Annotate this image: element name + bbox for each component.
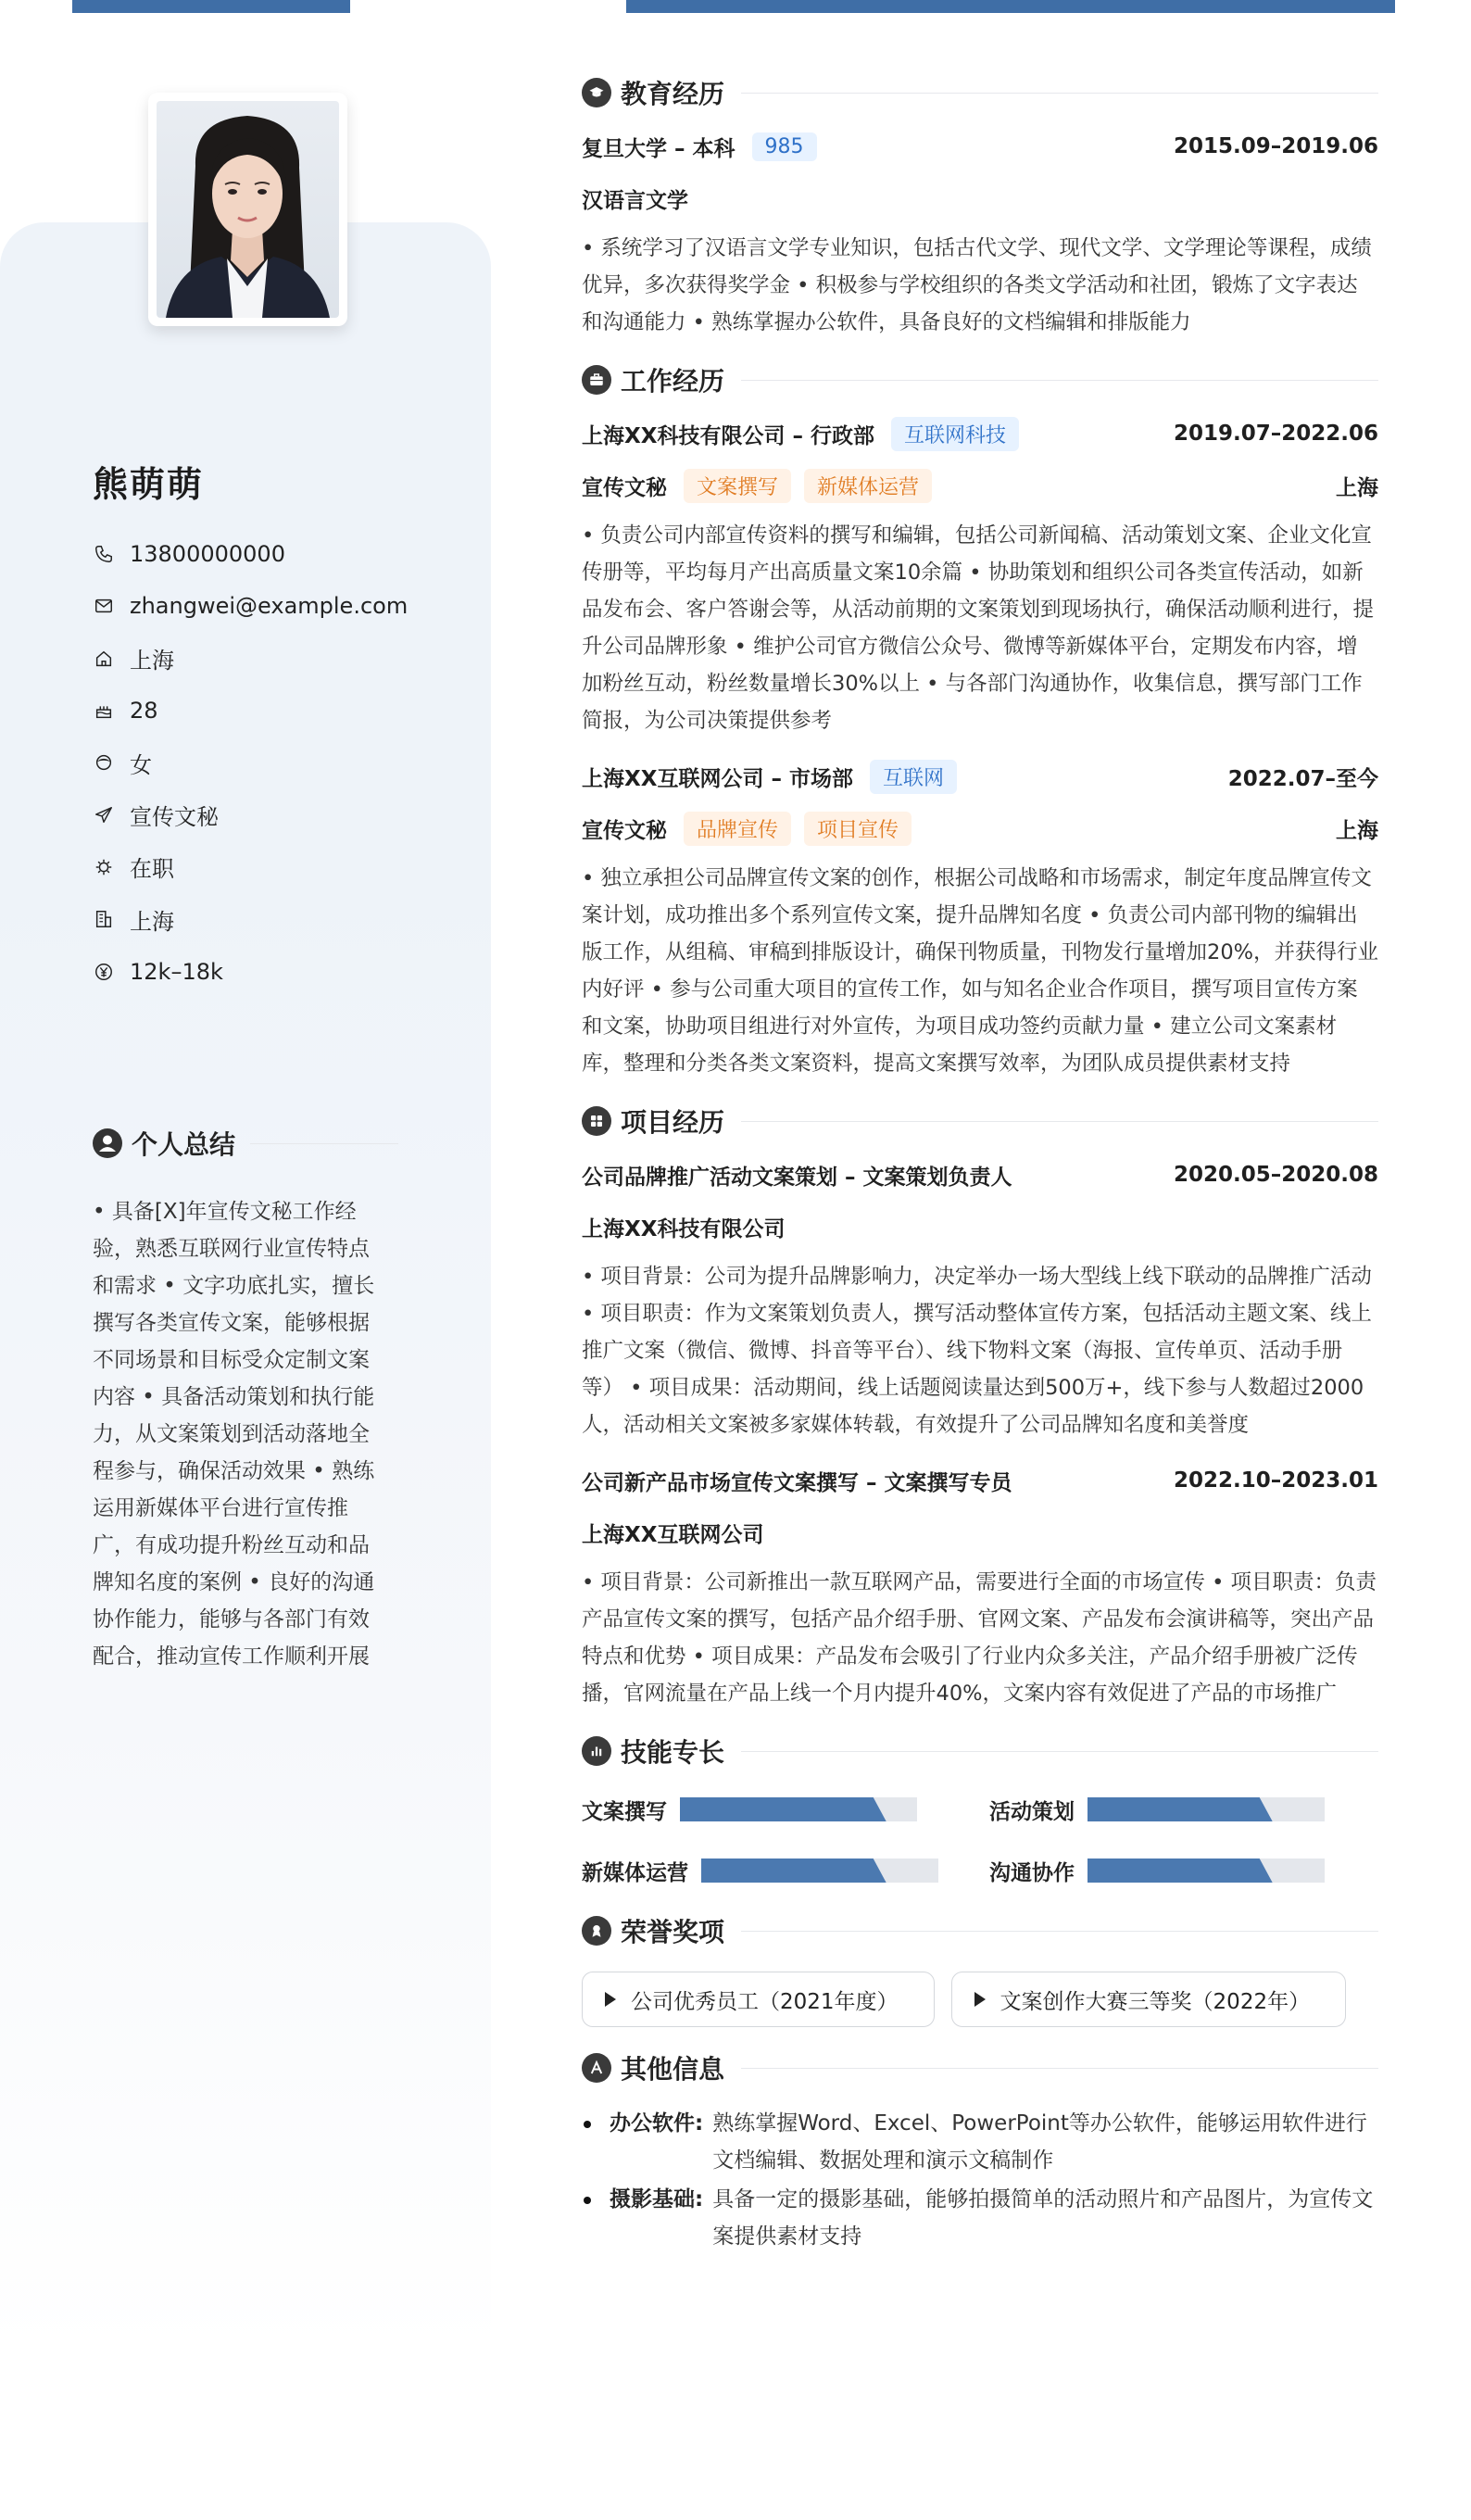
project-description: • 项目背景：公司为提升品牌影响力，决定举办一场大型线上线下联动的品牌推广活动 • 项目职责：作为文案策划负责人，撰写活动整体宣传方案，包括活动主题文案、线上推广文案（微信、微博、抖音等平台）、线下物料文案（海报、宣传单页、活动手册等） • 项目成果：活动期间，线上话题阅读量达到500万+，线下参与人数超过2000人，活动相关文案被多家媒体转载，有效提升了公司品牌知名度和美誉度 xyxy=(582,1265,1372,1437)
awards-list xyxy=(582,1972,1378,2027)
award-text: 文案创作大赛三等奖（2022年） xyxy=(1000,1989,1311,2014)
other-value: 熟练掌握Word、Excel、PowerPoint等办公软件，能够运用软件进行文档编辑、数据处理和演示文稿制作 xyxy=(712,2111,1367,2173)
main-column xyxy=(582,65,1378,2257)
info-item-phone xyxy=(93,528,426,580)
school-tag: 985 xyxy=(752,132,817,161)
skill-tag: 文案撰写 xyxy=(684,469,791,503)
skill-item xyxy=(989,1849,1378,1892)
info-item-city xyxy=(93,633,426,685)
section-divider xyxy=(741,2068,1378,2069)
section-divider xyxy=(741,1751,1378,1752)
award-item xyxy=(951,1972,1347,2027)
award-icon xyxy=(582,1916,611,1946)
user-icon xyxy=(93,1128,122,1158)
project-org-row xyxy=(582,1201,1378,1253)
other-list xyxy=(582,2105,1378,2255)
project-description: • 项目背景：公司新推出一款互联网产品，需要进行全面的市场宣传 • 项目职责：负责产品宣传文案的撰写，包括产品介绍手册、官网文案、产品发布会演讲稿等，突出产品特点和优势 • 项目成果：产品发布会吸引了行业内众多关注，产品介绍手册被广泛传播，官网流量在产品上线一个月内提升40%，文案内容有效促进了产品的市场推广 xyxy=(582,1570,1377,1706)
other-title: 其他信息 xyxy=(621,2054,725,2085)
info-text: zhangwei@example.com xyxy=(130,593,409,620)
summary-section-title xyxy=(93,1125,398,1162)
font-a-icon xyxy=(582,2053,611,2083)
industry-tag: 互联网科技 xyxy=(891,417,1019,451)
work-header-row xyxy=(582,408,1378,460)
cake-icon xyxy=(93,699,115,722)
awards-title: 荣誉奖项 xyxy=(621,1917,725,1947)
awards-section-title xyxy=(582,1903,1378,1959)
info-item-age xyxy=(93,685,426,737)
skill-bar xyxy=(680,1797,917,1821)
section-divider xyxy=(741,93,1378,94)
gender-icon xyxy=(93,751,115,774)
major: 汉语言文学 xyxy=(582,188,688,213)
work-description: • 独立承担公司品牌宣传文案的创作，根据公司战略和市场需求，制定年度品牌宣传文案计划，成功推出多个系列宣传文案，提升品牌知名度 • 负责公司内部刊物的编辑出版工作，从组稿、审稿到排版设计，确保刊物质量，刊物发行量增加20%，并获得行业内好评 • 参与公司重大项目的宣传工作，如与知名企业合作项目，撰写项目宣传方案和文案，协助项目组进行对外宣传，为项目成功签约贡献力量 • 建立公司文案素材库，整理和分类各类文案资料，提高文案撰写效率，为团队成员提供素材支持 xyxy=(582,866,1379,1076)
other-item xyxy=(582,2181,1378,2255)
info-text: 女 xyxy=(130,751,152,778)
work-date: 2019.07–2022.06 xyxy=(1173,422,1378,446)
company-name: 上海XX互联网公司 – 市场部 xyxy=(582,766,853,791)
work-description: • 负责公司内部宣传资料的撰写和编辑，包括公司新闻稿、活动策划文案、企业文化宣传册等，平均每月产出高质量文案10余篇 • 协助策划和组织公司各类宣传活动，如新品发布会、客户答谢会等，从活动前期的文案策划到现场执行，确保活动顺利进行，提升公司品牌形象 • 维护公司官方微信公众号、微博等新媒体平台，定期发布内容，增加粉丝互动，粉丝数量增长30%以上 • 与各部门沟通协作，收集信息，撰写部门工作简报，为公司决策提供参考 xyxy=(582,523,1375,733)
info-text: 在职 xyxy=(130,856,174,883)
phone-icon xyxy=(93,543,115,565)
portrait-photo xyxy=(157,101,339,318)
play-triangle-icon xyxy=(605,1992,616,2007)
skill-bar xyxy=(701,1858,938,1883)
top-accent-bar-right xyxy=(626,0,1395,13)
info-text: 上海 xyxy=(130,908,174,935)
grid-icon xyxy=(582,1106,611,1136)
project-item xyxy=(582,1149,1378,1443)
work-role-row xyxy=(582,802,1378,854)
bullet-icon xyxy=(584,2121,591,2128)
info-text: 28 xyxy=(130,698,158,724)
briefcase-icon xyxy=(582,365,611,395)
info-text: 12k–18k xyxy=(130,958,223,985)
avatar xyxy=(148,93,347,326)
summary-title: 个人总结 xyxy=(132,1129,236,1160)
skill-name: 沟通协作 xyxy=(989,1860,1075,1885)
salary-icon xyxy=(93,961,115,983)
info-text: 13800000000 xyxy=(130,541,285,568)
award-item xyxy=(582,1972,935,2027)
project-header-row xyxy=(582,1455,1378,1506)
section-divider xyxy=(250,1143,398,1144)
home-icon xyxy=(93,648,115,670)
skill-item xyxy=(582,1849,989,1892)
award-text: 公司优秀员工（2021年度） xyxy=(631,1989,899,2014)
skill-bar xyxy=(1088,1797,1325,1821)
skill-item xyxy=(582,1788,989,1831)
work-title: 工作经历 xyxy=(621,366,725,397)
skills-section-title xyxy=(582,1723,1378,1779)
other-section-title xyxy=(582,2040,1378,2096)
work-item xyxy=(582,408,1378,739)
education-description: • 系统学习了汉语言文学专业知识，包括古代文学、现代文学、文学理论等课程，成绩优异，多次获得奖学金 • 积极参与学校组织的各类文学活动和社团，锻炼了文字表达和沟通能力 • 熟练掌握办公软件，具备良好的文档编辑和排版能力 xyxy=(582,236,1372,334)
profile-name: 熊萌萌 xyxy=(93,464,205,505)
company-name: 上海XX科技有限公司 – 行政部 xyxy=(582,423,874,448)
bar-chart-icon xyxy=(582,1736,611,1766)
skill-name: 新媒体运营 xyxy=(582,1860,688,1885)
industry-tag: 互联网 xyxy=(870,760,957,794)
skill-bar-fill xyxy=(701,1858,886,1883)
projects-section-title xyxy=(582,1093,1378,1149)
education-major-row xyxy=(582,172,1378,224)
info-item-position xyxy=(93,788,426,840)
section-divider xyxy=(741,380,1378,381)
work-item xyxy=(582,750,1378,1082)
skills-title: 技能专长 xyxy=(621,1737,725,1768)
mail-icon xyxy=(93,595,115,617)
building-icon xyxy=(93,908,115,930)
info-item-work-city xyxy=(93,893,426,945)
status-icon xyxy=(93,856,115,878)
work-header-row xyxy=(582,750,1378,802)
project-org-row xyxy=(582,1506,1378,1558)
skill-tag: 项目宣传 xyxy=(804,812,912,846)
info-item-salary xyxy=(93,945,426,997)
education-header-row xyxy=(582,120,1378,172)
send-icon xyxy=(93,804,115,826)
project-org: 上海XX互联网公司 xyxy=(582,1522,764,1547)
other-value: 具备一定的摄影基础，能够拍摄简单的活动照片和产品图片，为宣传文案提供素材支持 xyxy=(712,2187,1374,2249)
project-name: 公司品牌推广活动文案策划 – 文案策划负责人 xyxy=(582,1165,1012,1190)
info-item-status xyxy=(93,841,426,893)
skill-bar-fill xyxy=(680,1797,886,1821)
play-triangle-icon xyxy=(974,1992,986,2007)
project-name: 公司新产品市场宣传文案撰写 – 文案撰写专员 xyxy=(582,1470,1012,1495)
skill-name: 活动策划 xyxy=(989,1799,1075,1824)
projects-title: 项目经历 xyxy=(621,1107,725,1138)
project-item xyxy=(582,1455,1378,1712)
info-item-gender xyxy=(93,737,426,788)
other-item xyxy=(582,2105,1378,2179)
project-date: 2020.05–2020.08 xyxy=(1173,1163,1378,1187)
skill-bar xyxy=(1088,1858,1325,1883)
work-date: 2022.07–至今 xyxy=(1227,766,1378,791)
bullet-icon xyxy=(584,2197,591,2204)
project-date: 2022.10–2023.01 xyxy=(1173,1468,1378,1493)
role: 宣传文秘 xyxy=(582,475,667,500)
work-section-title xyxy=(582,352,1378,408)
skills-grid xyxy=(582,1788,1378,1892)
top-accent-bar-left xyxy=(72,0,350,13)
role: 宣传文秘 xyxy=(582,818,667,843)
skill-tag: 品牌宣传 xyxy=(684,812,791,846)
skill-name: 文案撰写 xyxy=(582,1799,667,1824)
skill-item xyxy=(989,1788,1378,1831)
project-org: 上海XX科技有限公司 xyxy=(582,1216,786,1241)
info-text: 上海 xyxy=(130,648,174,674)
info-text: 宣传文秘 xyxy=(130,804,219,831)
work-city: 上海 xyxy=(1336,475,1378,500)
work-city: 上海 xyxy=(1336,818,1378,843)
skill-tag: 新媒体运营 xyxy=(804,469,932,503)
summary-text: • 具备[X]年宣传文秘工作经验，熟悉互联网行业宣传特点和需求 • 文字功底扎实，擅长撰写各类宣传文案，能够根据不同场景和目标受众定制文案内容 • 具备活动策划和执行能力，从文案策划到活动落地全程参与，确保活动效果 • 熟练运用新媒体平台进行宣传推广，有成功提升粉丝互动和品牌知名度的案例 • 良好的沟通协作能力，能够与各部门有效配合，推动宣传工作顺利开展 xyxy=(93,1200,375,1669)
info-item-email xyxy=(93,580,426,632)
section-divider xyxy=(741,1931,1378,1932)
education-title: 教育经历 xyxy=(621,79,725,109)
education-section-title xyxy=(582,65,1378,120)
education-date: 2015.09–2019.06 xyxy=(1173,134,1378,158)
other-key: 办公软件: xyxy=(610,2111,704,2136)
skill-bar-fill xyxy=(1088,1797,1273,1821)
work-role-row xyxy=(582,460,1378,511)
section-divider xyxy=(741,1121,1378,1122)
project-header-row xyxy=(582,1149,1378,1201)
skill-bar-fill xyxy=(1088,1858,1273,1883)
other-key: 摄影基础: xyxy=(610,2187,704,2211)
contact-info-list xyxy=(93,528,426,998)
school-name: 复旦大学 – 本科 xyxy=(582,136,736,161)
graduation-cap-icon xyxy=(582,78,611,107)
